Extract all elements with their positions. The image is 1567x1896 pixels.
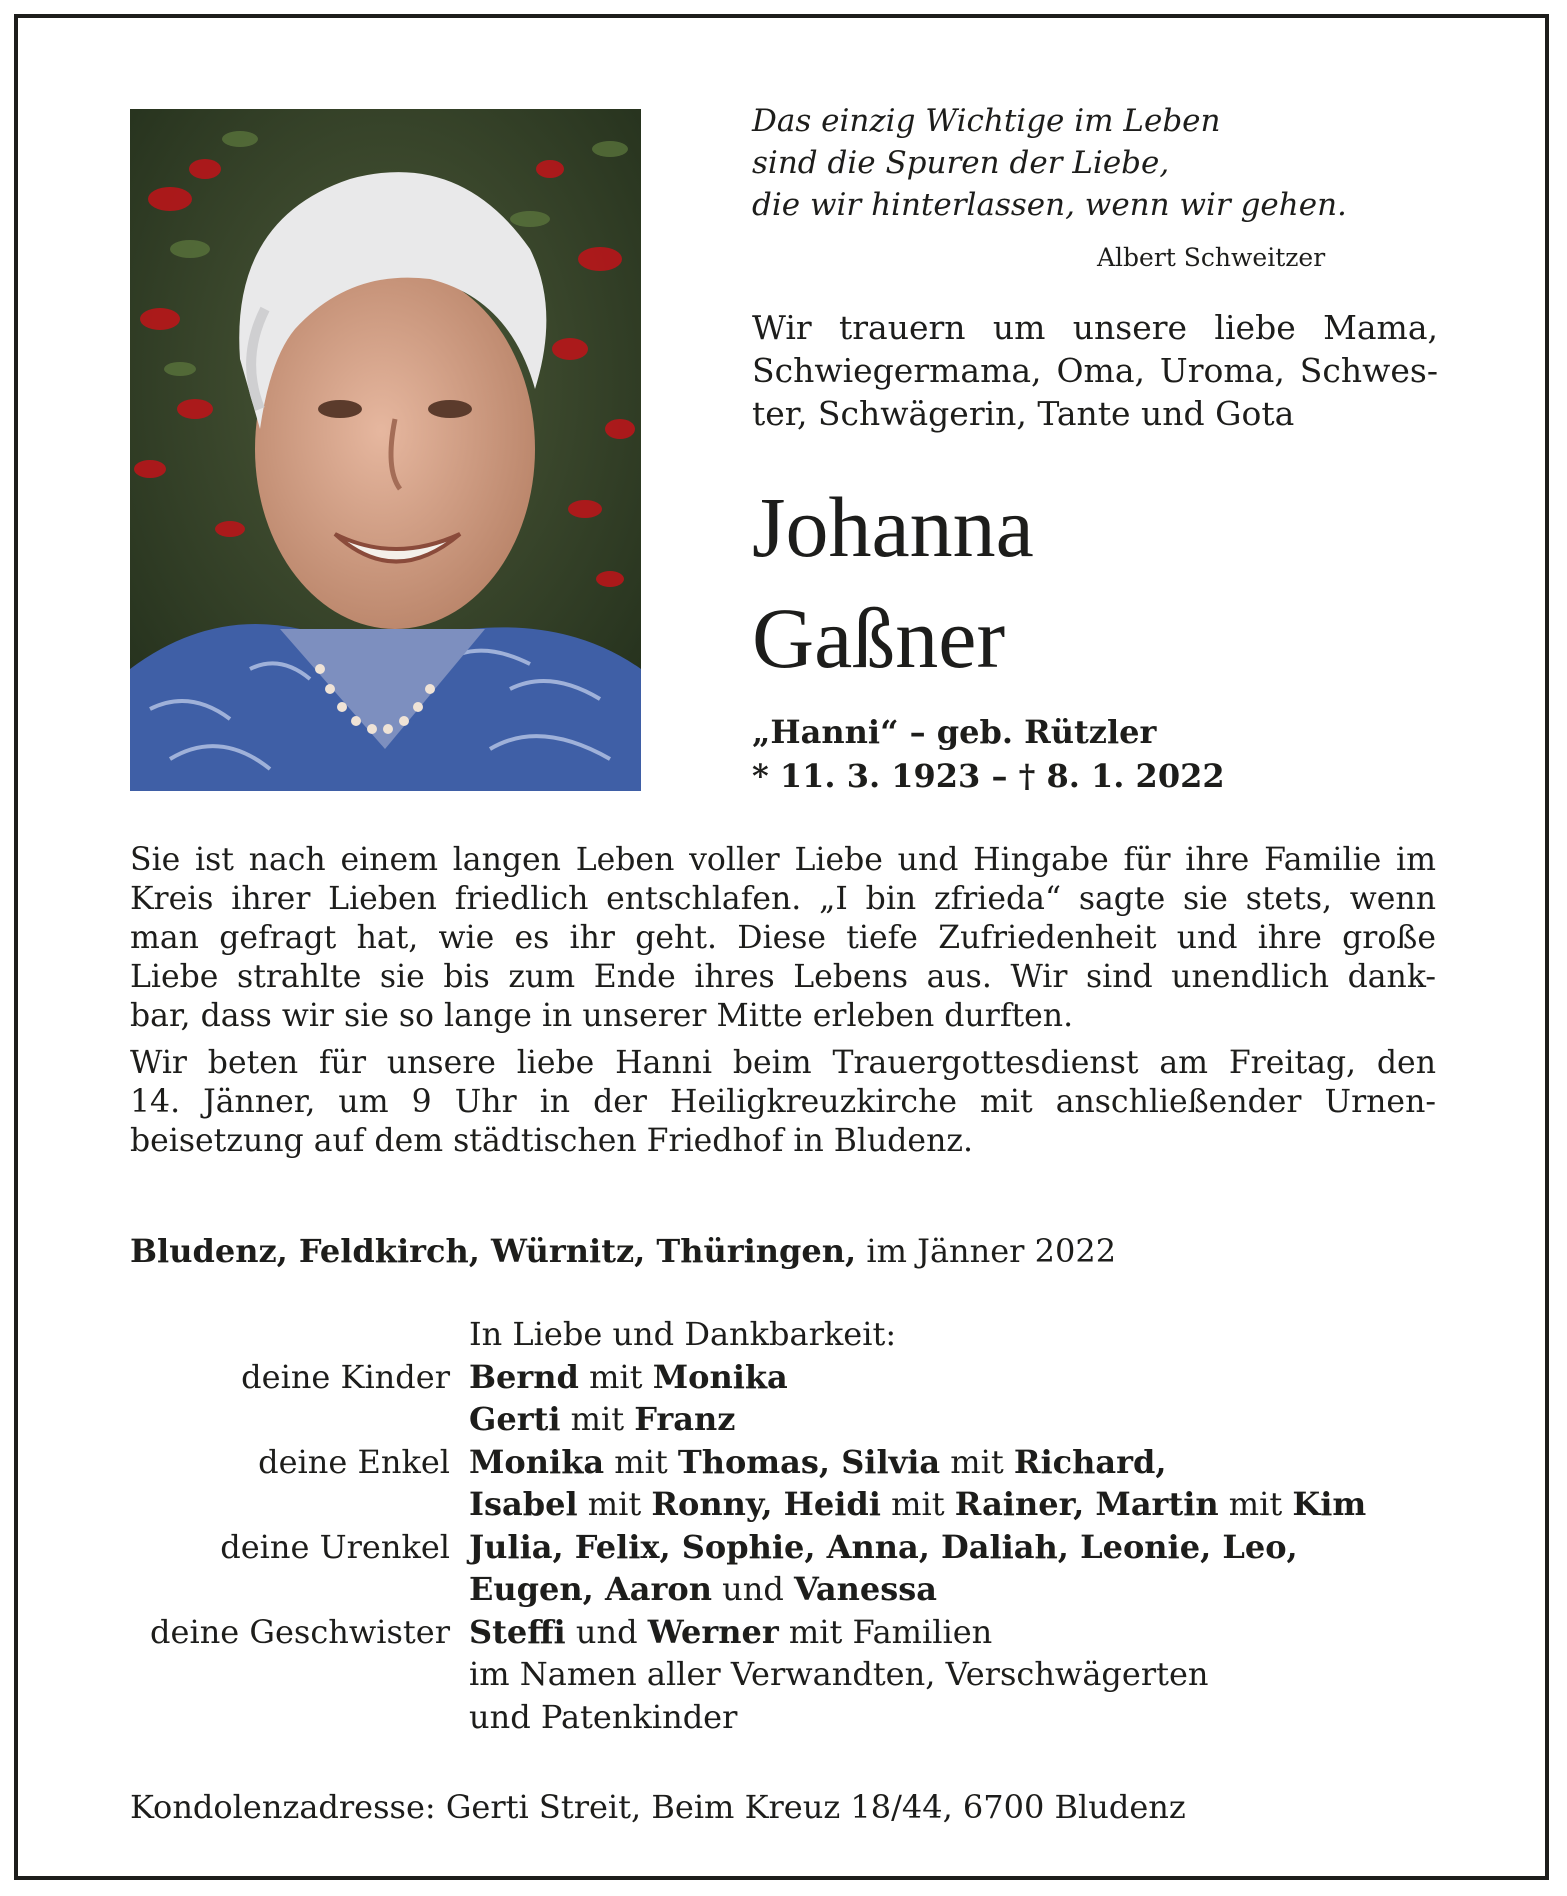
- text-line: Sie ist nach einem langen Leben voller Liebe und Hingabe für ihre Familie im: [130, 842, 1436, 878]
- text-line: beisetzung auf dem städtischen Friedhof in Bludenz.: [130, 1123, 973, 1159]
- text-line: Liebe strahlte sie bis zum Ende ihres Lebens aus. Wir sind unendlich dank-: [130, 959, 1436, 995]
- closing-line: im Namen aller Verwandten, Verschwägerten: [469, 1655, 1209, 1693]
- name: Monika: [652, 1357, 788, 1396]
- month-year: im Jänner 2022: [856, 1232, 1117, 1270]
- name: Steffi: [469, 1612, 566, 1651]
- family-heading: In Liebe und Dankbarkeit:: [469, 1315, 897, 1353]
- mourning-intro: [752, 306, 1438, 435]
- closing-line: und Patenkinder: [469, 1697, 738, 1736]
- name: Ronny, Heidi: [651, 1485, 881, 1523]
- urenkel-label: deine Urenkel: [220, 1527, 450, 1566]
- name: Kim: [1292, 1485, 1367, 1523]
- connector: und: [565, 1612, 648, 1651]
- name: Julia, Felix, Sophie, Anna, Daliah, Leonie, Leo,: [469, 1527, 1298, 1566]
- family-list: [0, 1313, 1567, 1738]
- text-line: Wir beten für unsere liebe Hanni beim Trauergottesdienst am Freitag, den: [130, 1045, 1436, 1081]
- text-line: man gefragt hat, wie es ihr geht. Diese tiefe Zufriedenheit und ihre große: [130, 920, 1436, 956]
- kinder-line: [469, 1398, 735, 1441]
- connector: und: [711, 1570, 795, 1608]
- urenkel-line: [469, 1568, 937, 1611]
- geschwister-label: deine Geschwister: [150, 1612, 450, 1651]
- towns: Bludenz, Feldkirch, Würnitz, Thüringen,: [130, 1232, 857, 1270]
- name: Monika: [469, 1442, 605, 1481]
- connector: mit: [578, 1357, 653, 1396]
- obituary-text: [130, 841, 1436, 1169]
- first-name: Johanna: [752, 479, 1034, 575]
- last-name: Gaßner: [752, 590, 1006, 686]
- portrait-photo: [130, 109, 641, 791]
- quote-line: die wir hinterlassen, wenn wir gehen.: [752, 187, 1347, 223]
- geschwister-line: [469, 1611, 992, 1654]
- connector: mit: [560, 1400, 635, 1438]
- name: Richard,: [1013, 1442, 1167, 1481]
- name: Werner: [647, 1612, 779, 1651]
- kinder-label: deine Kinder: [241, 1357, 450, 1396]
- intro-line: Wir trauern um unsere liebe Mama,: [752, 308, 1438, 347]
- connector: mit: [1218, 1485, 1293, 1523]
- life-dates: * 11. 3. 1923 – † 8. 1. 2022: [752, 757, 1225, 795]
- connector: mit Familien: [778, 1612, 993, 1651]
- name: Eugen, Aaron: [469, 1570, 712, 1608]
- intro-line: Schwiegermama, Oma, Uroma, Schwes-: [752, 351, 1438, 390]
- name: Isabel: [469, 1485, 578, 1523]
- condolence-address: Kondolenzadresse: Gerti Streit, Beim Kreuz 18/44, 6700 Bludenz: [130, 1788, 1186, 1826]
- enkel-line: [469, 1483, 1366, 1526]
- deceased-name: [752, 472, 1034, 694]
- name: Gerti: [469, 1400, 561, 1438]
- paragraph-life: [130, 841, 1436, 1036]
- kinder-line: [469, 1356, 788, 1399]
- urenkel-line: [469, 1526, 1298, 1569]
- intro-line: ter, Schwägerin, Tante und Gota: [752, 394, 1295, 433]
- nickname-line: „Hanni“ – geb. Rützler: [752, 713, 1157, 751]
- text-line: Kreis ihrer Lieben friedlich entschlafen. „I bin zfrieda“ sagte sie stets, wenn: [130, 881, 1436, 917]
- connector: mit: [604, 1442, 678, 1481]
- portrait-illustration: [130, 109, 641, 791]
- quote-author: Albert Schweitzer: [1097, 243, 1326, 272]
- quote-line: sind die Spuren der Liebe,: [752, 145, 1170, 181]
- connector: mit: [940, 1442, 1014, 1481]
- name: Bernd: [469, 1357, 579, 1396]
- text-line: bar, dass wir sie so lange in unserer Mitte erleben durften.: [130, 998, 1074, 1034]
- paragraph-service: [130, 1044, 1436, 1161]
- text-line: 14. Jänner, um 9 Uhr in der Heiligkreuzkirche mit anschließender Urnen-: [130, 1084, 1436, 1120]
- quote-line: Das einzig Wichtige im Leben: [752, 103, 1221, 139]
- name: Rainer, Martin: [954, 1485, 1219, 1523]
- place-and-date: [130, 1229, 1116, 1273]
- quote: [752, 100, 1347, 226]
- name: Franz: [634, 1400, 736, 1438]
- connector: mit: [577, 1485, 652, 1523]
- name: Thomas, Silvia: [677, 1442, 941, 1481]
- deceased-details: [752, 710, 1225, 798]
- enkel-line: [469, 1441, 1166, 1484]
- enkel-label: deine Enkel: [258, 1442, 450, 1481]
- name: Vanessa: [794, 1570, 938, 1608]
- connector: mit: [880, 1485, 955, 1523]
